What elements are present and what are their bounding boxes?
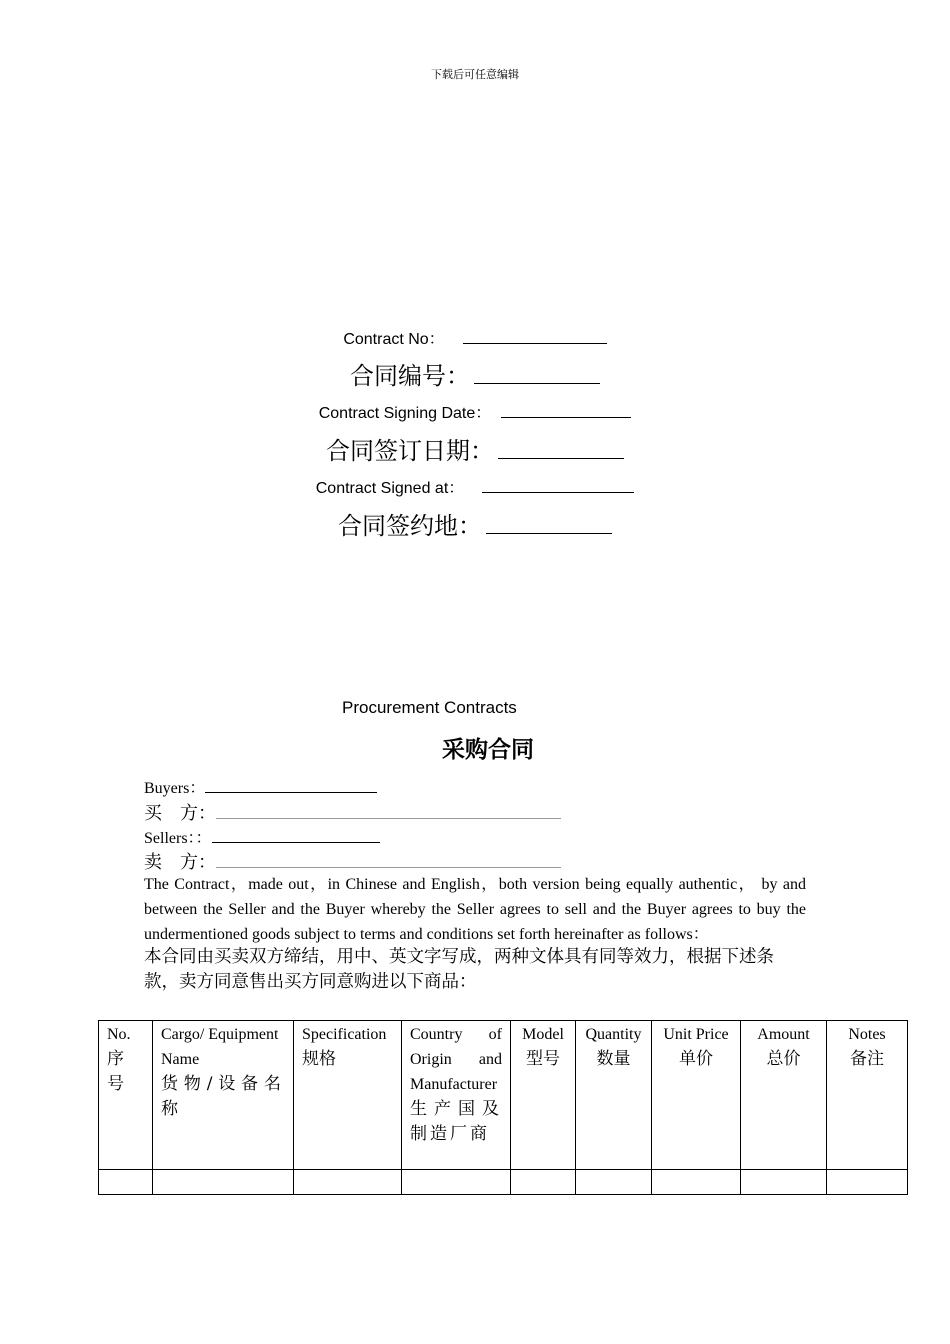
col-cargo-en: Cargo/ Equipment Name [161, 1026, 279, 1068]
col-spec-en: Specification [302, 1026, 387, 1043]
col-country-zh: 生产国及制造厂商 [410, 1099, 502, 1144]
col-model-en: Model [522, 1026, 564, 1043]
col-notes-zh: 备注 [850, 1049, 884, 1069]
contract-no-zh-line [0, 356, 950, 391]
intro-english: The Contract，made out，in Chinese and English，both version being equally authentic， by and between the Seller and the Buyer whereby the Seller agrees to sell and the Buyer agrees to buy the undermentioned goods subject to terms and conditions set forth hereinafter as follows： [144, 876, 806, 943]
signed-at-en-label: Contract Signed at： [315, 480, 465, 497]
table-cell[interactable] [153, 1170, 294, 1195]
table-cell[interactable] [741, 1170, 827, 1195]
col-no-en: No. [107, 1026, 131, 1043]
buyers-en-label: Buyers： [144, 780, 206, 797]
signing-date-en-label: Contract Signing Date： [318, 405, 492, 422]
contract-no-zh-label: 合同编号： [350, 362, 470, 390]
col-unit-price-zh: 单价 [679, 1049, 713, 1069]
table-cell[interactable] [576, 1170, 652, 1195]
buyers-zh-line [144, 799, 561, 825]
col-amount-zh: 总价 [766, 1049, 801, 1069]
signing-date-en-line [0, 400, 950, 423]
goods-table [98, 1020, 908, 1195]
signed-at-en-blank[interactable] [482, 491, 634, 493]
intro-chinese: 本合同由买卖双方缔结，用中、英文字写成，两种文体具有同等效力，根据下述条款，卖方同意售出买方同意购进以下商品： [144, 947, 774, 992]
table-cell[interactable] [511, 1170, 576, 1195]
contract-no-zh-blank[interactable] [474, 382, 600, 384]
col-country-en: Country of Origin and Manufacturer [410, 1026, 502, 1093]
title-zh: 采购合同 [442, 736, 534, 763]
sellers-en-blank[interactable] [212, 841, 380, 843]
col-header-no [99, 1021, 153, 1170]
col-header-amount [741, 1021, 827, 1170]
buyers-en-line [144, 775, 377, 798]
signed-at-zh-blank[interactable] [486, 532, 612, 534]
buyers-zh-label: 买 方： [144, 803, 216, 824]
signing-date-en-blank[interactable] [501, 416, 631, 418]
col-quantity-en: Quantity [585, 1026, 642, 1043]
signed-at-zh-line [0, 506, 950, 541]
sellers-zh-blank[interactable] [216, 866, 561, 868]
signing-date-zh-blank[interactable] [498, 457, 624, 459]
table-cell[interactable] [652, 1170, 741, 1195]
col-header-country [402, 1021, 511, 1170]
col-header-unit-price [652, 1021, 741, 1170]
col-amount-en: Amount [757, 1026, 810, 1043]
col-notes-en: Notes [848, 1026, 886, 1043]
title-en: Procurement Contracts [342, 698, 517, 717]
col-header-cargo [153, 1021, 294, 1170]
col-header-spec [294, 1021, 402, 1170]
table-header-row [99, 1021, 908, 1170]
sellers-en-line [144, 825, 380, 848]
contract-no-en-label: Contract No： [343, 331, 445, 348]
col-cargo-zh: 货物/设备名称 [161, 1074, 285, 1119]
col-header-model [511, 1021, 576, 1170]
table-row [99, 1170, 908, 1195]
signing-date-zh-label: 合同签订日期： [326, 437, 494, 465]
signed-at-en-line [0, 475, 950, 498]
table-cell[interactable] [827, 1170, 908, 1195]
col-model-zh: 型号 [526, 1049, 560, 1069]
buyers-zh-blank[interactable] [216, 817, 561, 819]
col-no-zh: 序号 [107, 1049, 124, 1094]
table-cell[interactable] [99, 1170, 153, 1195]
col-header-notes [827, 1021, 908, 1170]
contract-no-en-line [0, 326, 950, 349]
signed-at-zh-label: 合同签约地： [338, 512, 482, 540]
table-cell[interactable] [402, 1170, 511, 1195]
page-header-note: 下载后可任意编辑 [431, 68, 519, 81]
col-spec-zh: 规格 [302, 1049, 336, 1069]
sellers-zh-label: 卖 方： [144, 852, 216, 873]
col-header-quantity [576, 1021, 652, 1170]
signing-date-zh-line [0, 431, 950, 466]
sellers-en-label: Sellers：： [144, 830, 212, 847]
contract-no-en-blank[interactable] [463, 342, 607, 344]
table-cell[interactable] [294, 1170, 402, 1195]
buyers-en-blank[interactable] [205, 791, 377, 793]
sellers-zh-line [144, 848, 561, 874]
col-unit-price-en: Unit Price [663, 1026, 729, 1043]
col-quantity-zh: 数量 [596, 1049, 631, 1069]
